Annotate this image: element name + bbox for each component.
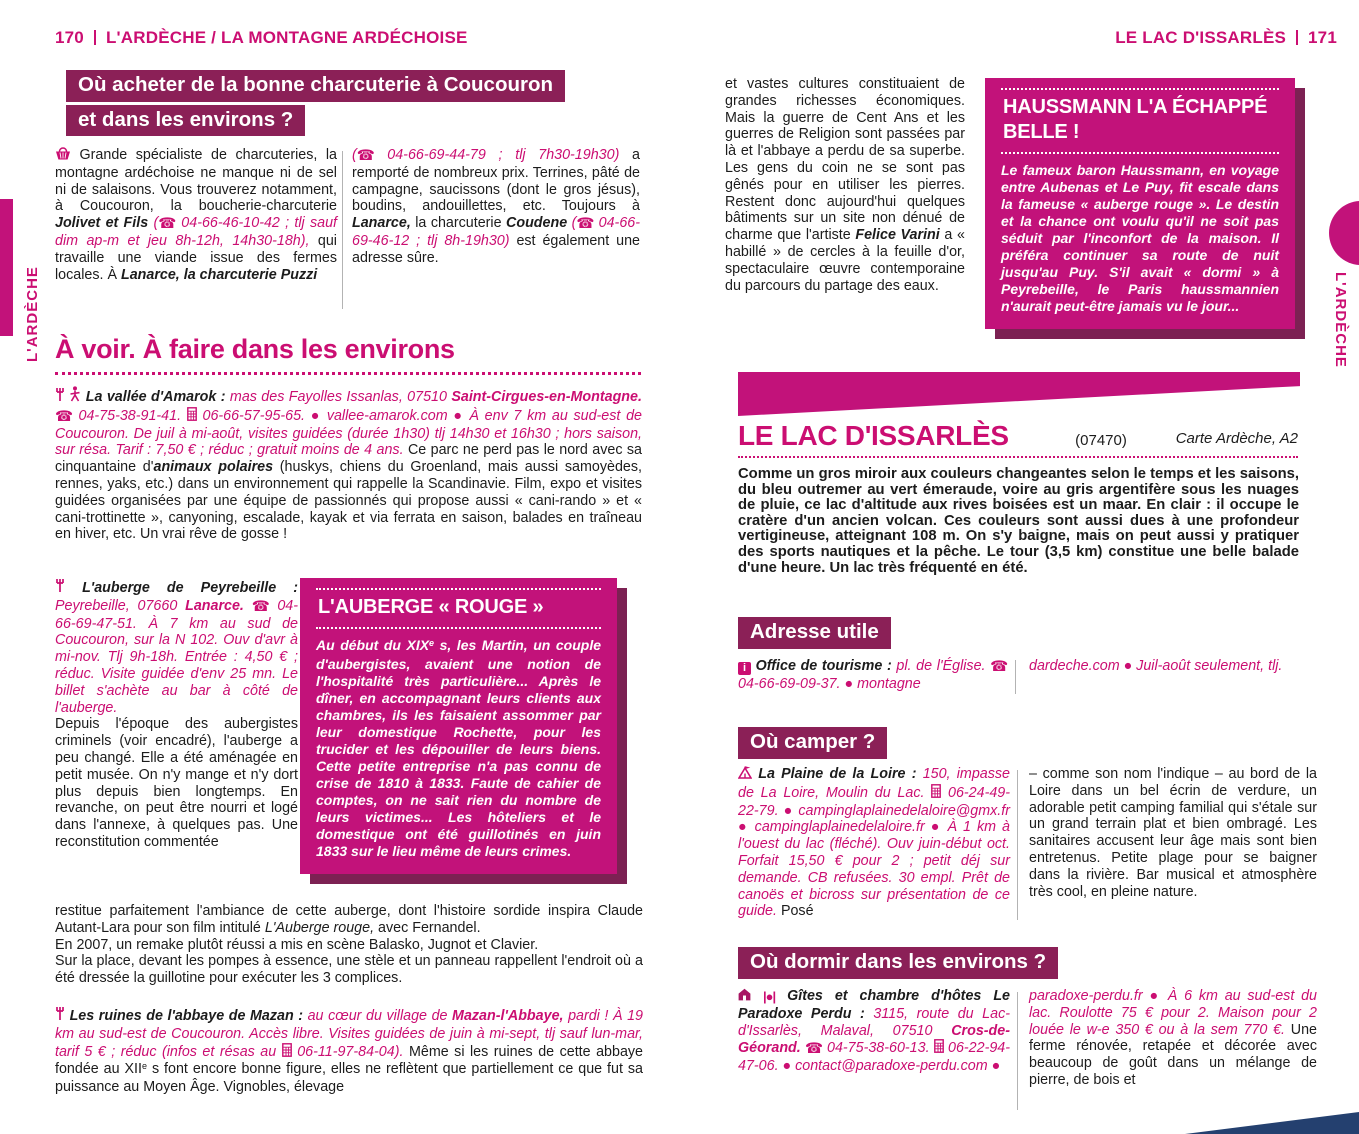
gites-col2: paradoxe-perdu.fr ● À 6 km au sud-est du lac. Roulotte 75 € pour 2. Maison pour 2 louée le w-e 350 € ou à la sem 770 €. Une ferme rénovée, retapée et décorée avec beaucoup de goût dans un mélange de pierre, de bois et bbox=[1029, 988, 1317, 1088]
ou-dormir-section bbox=[738, 947, 1058, 979]
peyrebeille-info: L'auberge de Peyrebeille : Peyrebeille, 07660 Lanarce. ☎ 04-66-69-47-51. À 7 km au sud de Coucouron, sur la N 102. Ouv d'avr à mi-nov. Tlj 9h-18h. Entrée : 4,50 € ; réduc. Visite guidée d'env 25 mn. Le billet s'achète au bar à côté de l'auberge. bbox=[55, 580, 299, 716]
lac-intro: Comme un gros miroir aux couleurs changeantes selon le temps et les saisons, du bleu outremer au vert émeraude, voire au gris argentifère sous les nuages de pluie, ce lac d'altitude aux rives boisées est un maar. En clair : il occupe le cratère d'un ancien volcan. Ces couleurs sont aussi dues à une profondeur vertigineuse, atteignant 108 m. On s'y baigne, mais on peut aussi y pratiquer des sports nautiques et la pêche. Le tour (3,5 km) constitue une belle balade d'une heure. Un lac très fréquenté en été. bbox=[738, 466, 1299, 576]
hiker-icon bbox=[69, 386, 81, 407]
haussmann-box bbox=[985, 78, 1295, 329]
fork-icon bbox=[55, 387, 65, 407]
section-buy-charcuterie bbox=[66, 70, 565, 136]
running-head-left bbox=[55, 28, 468, 48]
basket-icon bbox=[55, 147, 71, 165]
buy-col1: Grande spécialiste de charcuteries, la montagne ardéchoise ne manque ni de sel ni de salaisons. Vous trouverez notamment, à Coucouron, la boucherie-charcuterie Jolivet et Fils (☎ 04-66-46-10-42 ; tlj sauf dim ap-m et jeu 8h-12h, 14h30-18h), qui travaille une viande issue des fermes locales. À Lanarce, la charcuterie Puzzi bbox=[55, 147, 337, 283]
mazan-entry: Les ruines de l'abbaye de Mazan : au cœur du village de Mazan-l'Abbaye, pardi ! À 19 km au sud-est de Coucouron. Accès libre. Visites guidées de juin à mi-sept, tlj sauf lun-mar, tarif 5 € ; réduc (infos et résas au 06-11-97-84-04). Même si les ruines de cette abbaye fondée au XIIe s font encore bonne figure, elles ne reflètent que partiellement ce que fut sa puissance au Moyen Âge. Vignobles, élevage bbox=[55, 1008, 644, 1096]
column-divider bbox=[1017, 770, 1018, 920]
running-head-right-title: LE LAC D'ISSARLÈS bbox=[1115, 28, 1287, 47]
adresse-utile-heading: Adresse utile bbox=[738, 617, 891, 649]
amarok-entry: La vallée d'Amarok : mas des Fayolles Issanlas, 07510 Saint-Cirgues-en-Montagne. ☎ 04-75-38-91-41. 06-66-57-95-65. ● vallee-amarok.com ● À env 7 km au sud-est de Coucouron. De juil à mi-août, visites guidées (durée 1h30) tlj 14h30 et 16h30 ; hors saison, sur résa. Tarif : 7,50 € ; réduc ; gratuit moins de 4 ans. Ce parc ne perd pas le nord avec sa cinquantaine d'animaux polaires (huskys, chiens du Groenland, mais aussi samoyèdes, rennes, yaks, etc.) dans un environnement qui rappelle la Scandinavie. Film, expo et visites guidées organisées par une équipe de passionnés qui propose aussi « cani-rando » et « cani-trottinette », canyoning, escalade, kayak et via ferrata en saison, balades en traîneau en hiver, etc. Un vrai rêve de gosse ! bbox=[55, 386, 642, 543]
left-tab-label: L'ARDÈCHE bbox=[24, 266, 41, 362]
haussmann-box-title bbox=[1001, 88, 1279, 154]
right-tab-label: L'ARDÈCHE bbox=[1332, 272, 1349, 368]
info-icon: i bbox=[738, 662, 751, 675]
column-divider bbox=[342, 151, 343, 309]
lac-map-ref: Carte Ardèche, A2 bbox=[1175, 430, 1298, 447]
varini-paragraph: et vastes cultures constituaient de grandes richesses économiques. Mais la guerre de Cent Ans et les guerres de Religion sont passées par là et l'abbaye a perdu de sa superbe. Les gens du coin ne se sont pas gênés pour en utiliser les pierres. Restent donc aujourd'hui quelques bâtiments sur un site non dénué de charme que l'artiste Felice Varini a « habillé » de cercles à la feuille d'or, spectaculaire œuvre contemporaine du parcours du partage des eaux. bbox=[725, 76, 965, 294]
ou-camper-section bbox=[738, 727, 887, 759]
phone-icon: ☎ bbox=[251, 598, 270, 615]
header-divider bbox=[94, 30, 96, 45]
house-icon bbox=[738, 988, 751, 1006]
running-head-left-title: L'ARDÈCHE / LA MONTAGNE ARDÉCHOISE bbox=[105, 28, 468, 47]
adresse-utile-section bbox=[738, 617, 891, 649]
dotted-rule bbox=[55, 372, 641, 375]
auberge-rouge-box-title: L'AUBERGE « ROUGE » bbox=[316, 588, 601, 629]
phone-icon: ☎ bbox=[990, 659, 1008, 675]
column-divider bbox=[1015, 660, 1016, 694]
page-number-left: 170 bbox=[55, 28, 84, 47]
gites-col1: |●| Gîtes et chambre d'hôtes Le Paradoxe Perdu : 3115, route du Lac-d'Issarlès, Malaval, 07510 Cros-de-Géorand. ☎ 04-75-38-60-13. 06-22-94-47-06. ● contact@paradoxe-perdu.com ● bbox=[738, 988, 1010, 1075]
phone-icon: ☎ bbox=[804, 1041, 823, 1058]
see-do-title: À voir. À faire dans les environs bbox=[55, 334, 455, 364]
mobile-icon bbox=[282, 1043, 292, 1062]
fork-icon bbox=[55, 578, 65, 598]
auberge-rouge-box-body: Au début du XIXe s, les Martin, un couple d'aubergistes, avaient une notion de l'hospitalité très particulière... Après le dîner, en accompagnant leurs clients aux chambres, ils les faisaient assommer par leur domestique Rochette, pour les trucider et les dépouiller de leurs biens. Cette petite entreprise n'a pas connu de crise de 1810 à 1833. Faute de cahier de comptes, on ne sait rien du nombre de leurs victimes... Les hôteliers et le domestique ont été guillotinés en juin 1833 sur le lieu même de leurs crimes. bbox=[316, 637, 601, 859]
peyrebeille-body: Depuis l'époque des aubergistes criminels (voir encadré), l'auberge a peu changé. Elle a été aménagée en petit musée. On n'y mange et n'y dort plus depuis bien longtemps. En revanche, on peut être nourri et logé dans l'annexe, à quelques pas. Une reconstitution commentée bbox=[55, 716, 298, 850]
lac-title-row bbox=[738, 420, 1298, 452]
ou-camper-heading: Où camper ? bbox=[738, 727, 887, 759]
camping-col2: – comme son nom l'indique – au bord de la Loire dans un bel écrin de verdure, un adorable petit camping familial qui s'étale sur un grand terrain plat et bien ombragé. Les sanitaires accusent leur âge mais sont bien entretenus. Petite plage pour se baigner dans la rivière. Bar musical et atmosphère très cool, en pleine nature. bbox=[1029, 766, 1317, 900]
buy-col2: (☎ 04-66-69-44-79 ; tlj 7h30-19h30) a remporté de nombreux prix. Terrines, pâté de campagne, saucissons (dont le gros jésus), boudins, andouillettes, etc. Toujours à Lanarce, la charcuterie Coudene (☎ 04-66-69-46-12 ; tlj 8h-19h30) est également une adresse sûre. bbox=[352, 147, 641, 266]
camping-col1: La Plaine de la Loire : 150, impasse de La Loire, Moulin du Lac. 06-24-49-22-79. ● campinglaplainedelaloire@gmx.fr ● campinglaplainedelaloire.fr ● À 1 km à l'ouest du lac (fléché). Ouv juin-début oct. Forfait 15,50 € pour 2 ; petit déj sur demande. CB refusées. 30 empl. Prêt de canoës et bicross sur présentation de ce guide. Posé bbox=[738, 766, 1010, 920]
auberge-rouge-box bbox=[300, 578, 617, 874]
tourisme-col2: dardeche.com ● Juil-août seulement, tlj. bbox=[1029, 658, 1283, 674]
phone-icon: ☎ bbox=[55, 408, 73, 425]
haussmann-title-line2: BELLE ! bbox=[1003, 121, 1080, 143]
section-title-line1: Où acheter de la bonne charcuterie à Coucouron bbox=[66, 70, 565, 102]
mobile-icon bbox=[931, 784, 941, 803]
running-head-right bbox=[725, 28, 1337, 48]
right-edge-tab bbox=[1329, 201, 1359, 265]
phone-icon: ☎ bbox=[158, 216, 177, 233]
column-divider bbox=[1017, 992, 1018, 1110]
ou-dormir-heading: Où dormir dans les environs ? bbox=[738, 947, 1058, 979]
lac-postal-code: (07470) bbox=[1075, 432, 1127, 449]
chapter-banner-wedge bbox=[738, 372, 1300, 416]
haussmann-title-line1: HAUSSMANN L'A ÉCHAPPÉ bbox=[1003, 96, 1268, 118]
tent-icon bbox=[738, 766, 752, 784]
page-number-right: 171 bbox=[1308, 28, 1337, 47]
plate-icon: |●| bbox=[762, 989, 776, 1004]
phone-icon: ☎ bbox=[576, 216, 595, 233]
tourisme-col1: i Office de tourisme : pl. de l'Église. ☎ 04-66-69-09-37. ● montagne bbox=[738, 658, 1008, 692]
dotted-rule bbox=[738, 456, 1298, 458]
mobile-icon bbox=[187, 407, 197, 426]
fork-icon bbox=[55, 1006, 65, 1026]
left-edge-tab bbox=[0, 199, 13, 336]
lac-title: LE LAC D'ISSARLÈS bbox=[738, 420, 1009, 451]
phone-icon: ☎ bbox=[356, 148, 375, 164]
haussmann-box-body: Le fameux baron Haussmann, en voyage entre Aubenas et Le Puy, fit escale dans la fameuse « auberge rouge ». Le destin et la chance ont voulu qu'il ne soit pas séduit par l'inconfort de la maison. Il préféra continuer sa route de nuit jusqu'au Puy. S'il avait « dormi » à Peyrebeille, le Paris haussmannien n'aurait peut-être jamais vu le jour... bbox=[1001, 162, 1279, 314]
auberge-continuation: restitue parfaitement l'ambiance de cette auberge, dont l'histoire sordide inspira Claude Autant-Lara pour son film intitulé L'Auberge rouge, avec Fernandel. En 2007, un remake plutôt réussi a mis en scène Balasko, Jugnot et Clavier. Sur la place, devant les pompes à essence, une stèle et un panneau rappellent l'endroit où a été dressée la guillotine pour exécuter les 3 complices. bbox=[55, 903, 643, 987]
peyrebeille-entry bbox=[55, 578, 298, 851]
mobile-icon bbox=[934, 1039, 944, 1058]
header-divider bbox=[1296, 30, 1298, 45]
next-chapter-wedge bbox=[1185, 1112, 1359, 1134]
section-title-line2: et dans les environs ? bbox=[66, 105, 305, 137]
